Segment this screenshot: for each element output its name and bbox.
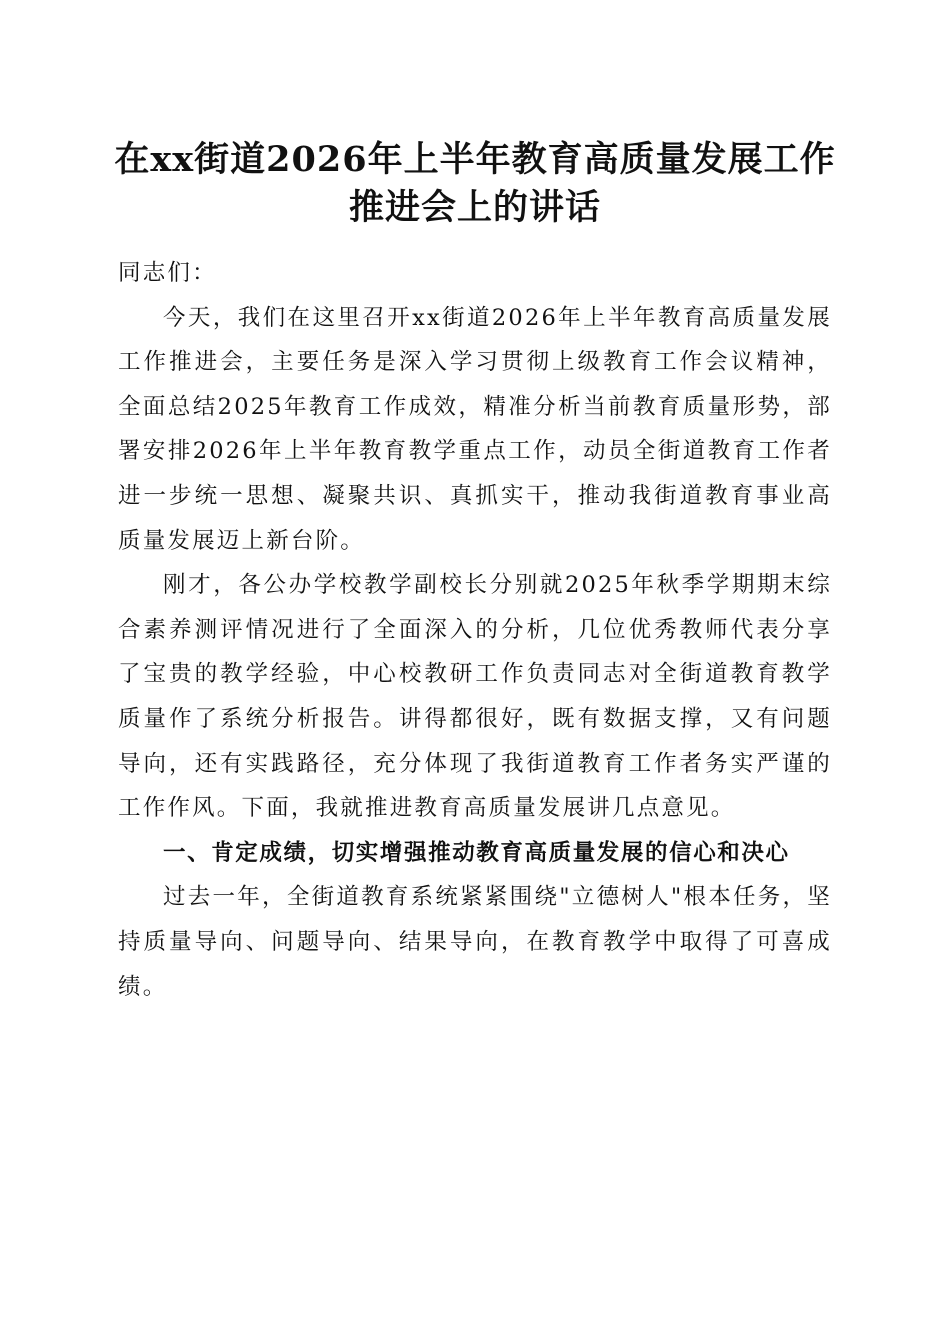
paragraph-opening: 今天，我们在这里召开xx街道2026年上半年教育高质量发展工作推进会，主要任务是深入学习贯彻上级教育工作会议精神，全面总结2025年教育工作成效，精准分析当前教育质量形势，部署安排2026年上半年教育教学重点工作，动员全街道教育工作者进一步统一思想、凝聚共识、真抓实干，推动我街道教育事业高质量发展迈上新台阶。 bbox=[118, 304, 832, 554]
salutation: 同志们： bbox=[118, 260, 217, 286]
title-line-2: 推进会上的讲话 bbox=[348, 187, 601, 228]
paragraph-achievements: 过去一年，全街道教育系统紧紧围绕"立德树人"根本任务，坚持质量导向、问题导向、结果导向，在教育教学中取得了可喜成绩。 bbox=[118, 884, 832, 1000]
document-body bbox=[118, 251, 832, 1009]
title-line-1: 在xx街道2026年上半年教育高质量发展工作 bbox=[114, 139, 836, 180]
paragraph-review: 刚才，各公办学校教学副校长分别就2025年秋季学期期末综合素养测评情况进行了全面深入的分析，几位优秀教师代表分享了宝贵的教学经验，中心校教研工作负责同志对全街道教育教学质量作了系统分析报告。讲得都很好，既有数据支撑，又有问题导向，还有实践路径，充分体现了我街道教育工作者务实严谨的工作作风。下面，我就推进教育高质量发展讲几点意见。 bbox=[118, 572, 832, 822]
section-heading-1: 一、肯定成绩，切实增强推动教育高质量发展的信心和决心 bbox=[163, 839, 790, 866]
document-title bbox=[100, 136, 850, 232]
